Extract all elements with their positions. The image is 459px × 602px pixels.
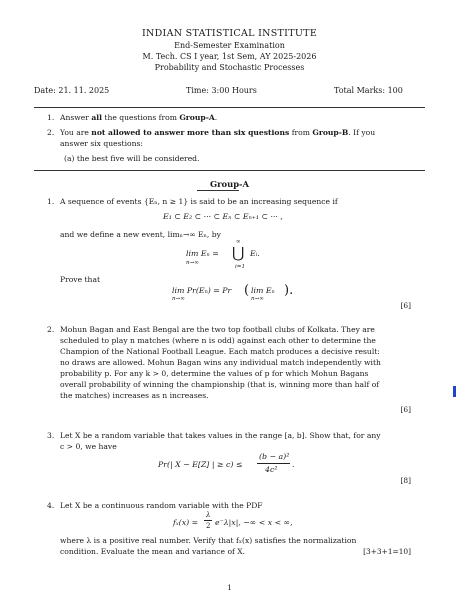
instruction-2-number: 2.: [47, 128, 55, 137]
q1-union-symbol: ⋃: [232, 244, 245, 262]
instruction-2-group: Group-B: [312, 128, 349, 137]
q2-line-4: no draws are allowed. Mohun Bagan wins any individual match independently with: [60, 358, 381, 367]
instruction-2-pre: You are: [60, 128, 92, 137]
q4-frac-num: λ: [206, 511, 211, 519]
q1-eq-lhs-sub: n→∞: [172, 296, 185, 302]
q1-line2: and we define a new event, limₙ→∞ Eₙ, by: [60, 230, 221, 239]
q3-frac-num: (b − a)²: [259, 452, 290, 461]
q2-line-3: Champion of the National Football League. Each match produces a decisive result:: [60, 347, 380, 356]
q1-number: 1.: [47, 197, 55, 206]
instruction-1-number: 1.: [47, 113, 55, 122]
group-a-underline: [197, 190, 239, 191]
q4-frac-bar: [204, 520, 212, 521]
q4-line2: where λ is a positive real number. Verify that fₓ(x) satisfies the normalization: [60, 536, 357, 545]
instruction-2-end: . If you: [348, 128, 376, 137]
q2-line-6: overall probability of winning the championship (that is, winning more than half of: [60, 380, 380, 389]
q1-union-bottom: i=1: [235, 264, 246, 270]
q2-number: 2.: [47, 325, 55, 334]
page-number: 1: [227, 583, 232, 592]
q4-pdf-rhs: e⁻λ|x|, −∞ < x < ∞,: [215, 518, 293, 527]
q1-paren-close: ).: [284, 283, 294, 298]
q1-union-top: ∞: [236, 239, 241, 245]
q4-line1: Let X be a continuous random variable with the PDF: [60, 501, 263, 510]
q1-def-rhs: Eᵢ.: [250, 249, 260, 258]
instruction-2a: (a) the best five will be considered.: [64, 154, 200, 163]
q1-eq-lhs: lim Pr(Eₙ) = Pr: [172, 286, 232, 295]
q2-line-1: Mohun Bagan and East Bengal are the two top football clubs of Kolkata. They are: [60, 325, 375, 334]
q3-frac-bar: [257, 463, 290, 464]
q3-eq: Pr(| X − E[Z] | ≥ c) ≤: [158, 460, 243, 469]
exam-time: Time: 3:00 Hours: [186, 86, 257, 95]
q1-def-lhs-sub: n→∞: [186, 260, 199, 266]
q2-marks: [6]: [400, 405, 411, 414]
course-name: Probability and Stochastic Processes: [154, 63, 305, 72]
q1-line1: A sequence of events {Eₙ, n ≥ 1} is said to be an increasing sequence if: [60, 197, 338, 206]
instruction-1-mid: the questions from: [102, 113, 180, 122]
q3-marks: [8]: [400, 476, 411, 485]
institute-name: INDIAN STATISTICAL INSTITUTE: [141, 28, 318, 39]
instruction-1-bold: all: [91, 113, 103, 122]
q1-prove: Prove that: [60, 275, 101, 284]
instruction-2-mid: from: [289, 128, 313, 137]
instruction-2-line2: answer six questions:: [60, 139, 143, 148]
q4-line3: condition. Evaluate the mean and variance of X.: [60, 547, 246, 556]
instruction-1-group: Group-A: [179, 113, 215, 122]
q3-frac-den: 4c²: [265, 465, 278, 474]
instruction-1-pre: Answer: [60, 113, 92, 122]
exam-name: End-Semester Examination: [174, 41, 285, 50]
q1-paren-open: (: [244, 283, 250, 298]
q4-pdf-lhs: fₓ(x) =: [173, 518, 199, 527]
q4-marks: [3+3+1=10]: [363, 547, 411, 556]
q2-line-2: scheduled to play n matches (where n is odd) against each other to determine the: [60, 336, 376, 345]
q2-line-5: probability p. For any k > 0, determine the values of p for which Mohun Bagans: [60, 369, 369, 378]
group-a-title: Group-A: [209, 179, 250, 189]
q1-chain: E₁ ⊂ E₂ ⊂ ··· ⊂ Eₙ ⊂ Eₙ₊₁ ⊂ ··· ,: [163, 212, 283, 221]
q1-def-lhs: lim Eₙ =: [186, 249, 219, 258]
top-divider: [34, 107, 425, 108]
instruction-2-bold: not allowed to answer more than six questions: [91, 128, 290, 137]
mid-divider: [34, 170, 425, 171]
q3-line1: Let X be a random variable that takes values in the range [a, b]. Show that, for any: [60, 431, 381, 440]
total-marks: Total Marks: 100: [334, 86, 403, 95]
q4-frac-den: 2: [206, 522, 211, 530]
q4-number: 4.: [47, 501, 55, 510]
q1-eq-rhs: lim Eₙ: [251, 286, 275, 295]
exam-date: Date: 21. 11. 2025: [34, 86, 110, 95]
instruction-1-end: .: [214, 113, 218, 122]
q3-number: 3.: [47, 431, 55, 440]
instruction-2: [60, 127, 375, 138]
q3-period: .: [292, 460, 295, 469]
instruction-1: [60, 112, 217, 123]
q1-marks: [6]: [400, 301, 411, 310]
q1-eq-rhs-sub: n→∞: [251, 296, 264, 302]
q2-line-7: the matches) increases as n increases.: [60, 391, 209, 400]
q3-line2: c > 0, we have: [60, 442, 117, 451]
margin-marker: [453, 386, 456, 397]
program-name: M. Tech. CS I year, 1st Sem, AY 2025-2026: [142, 52, 317, 61]
